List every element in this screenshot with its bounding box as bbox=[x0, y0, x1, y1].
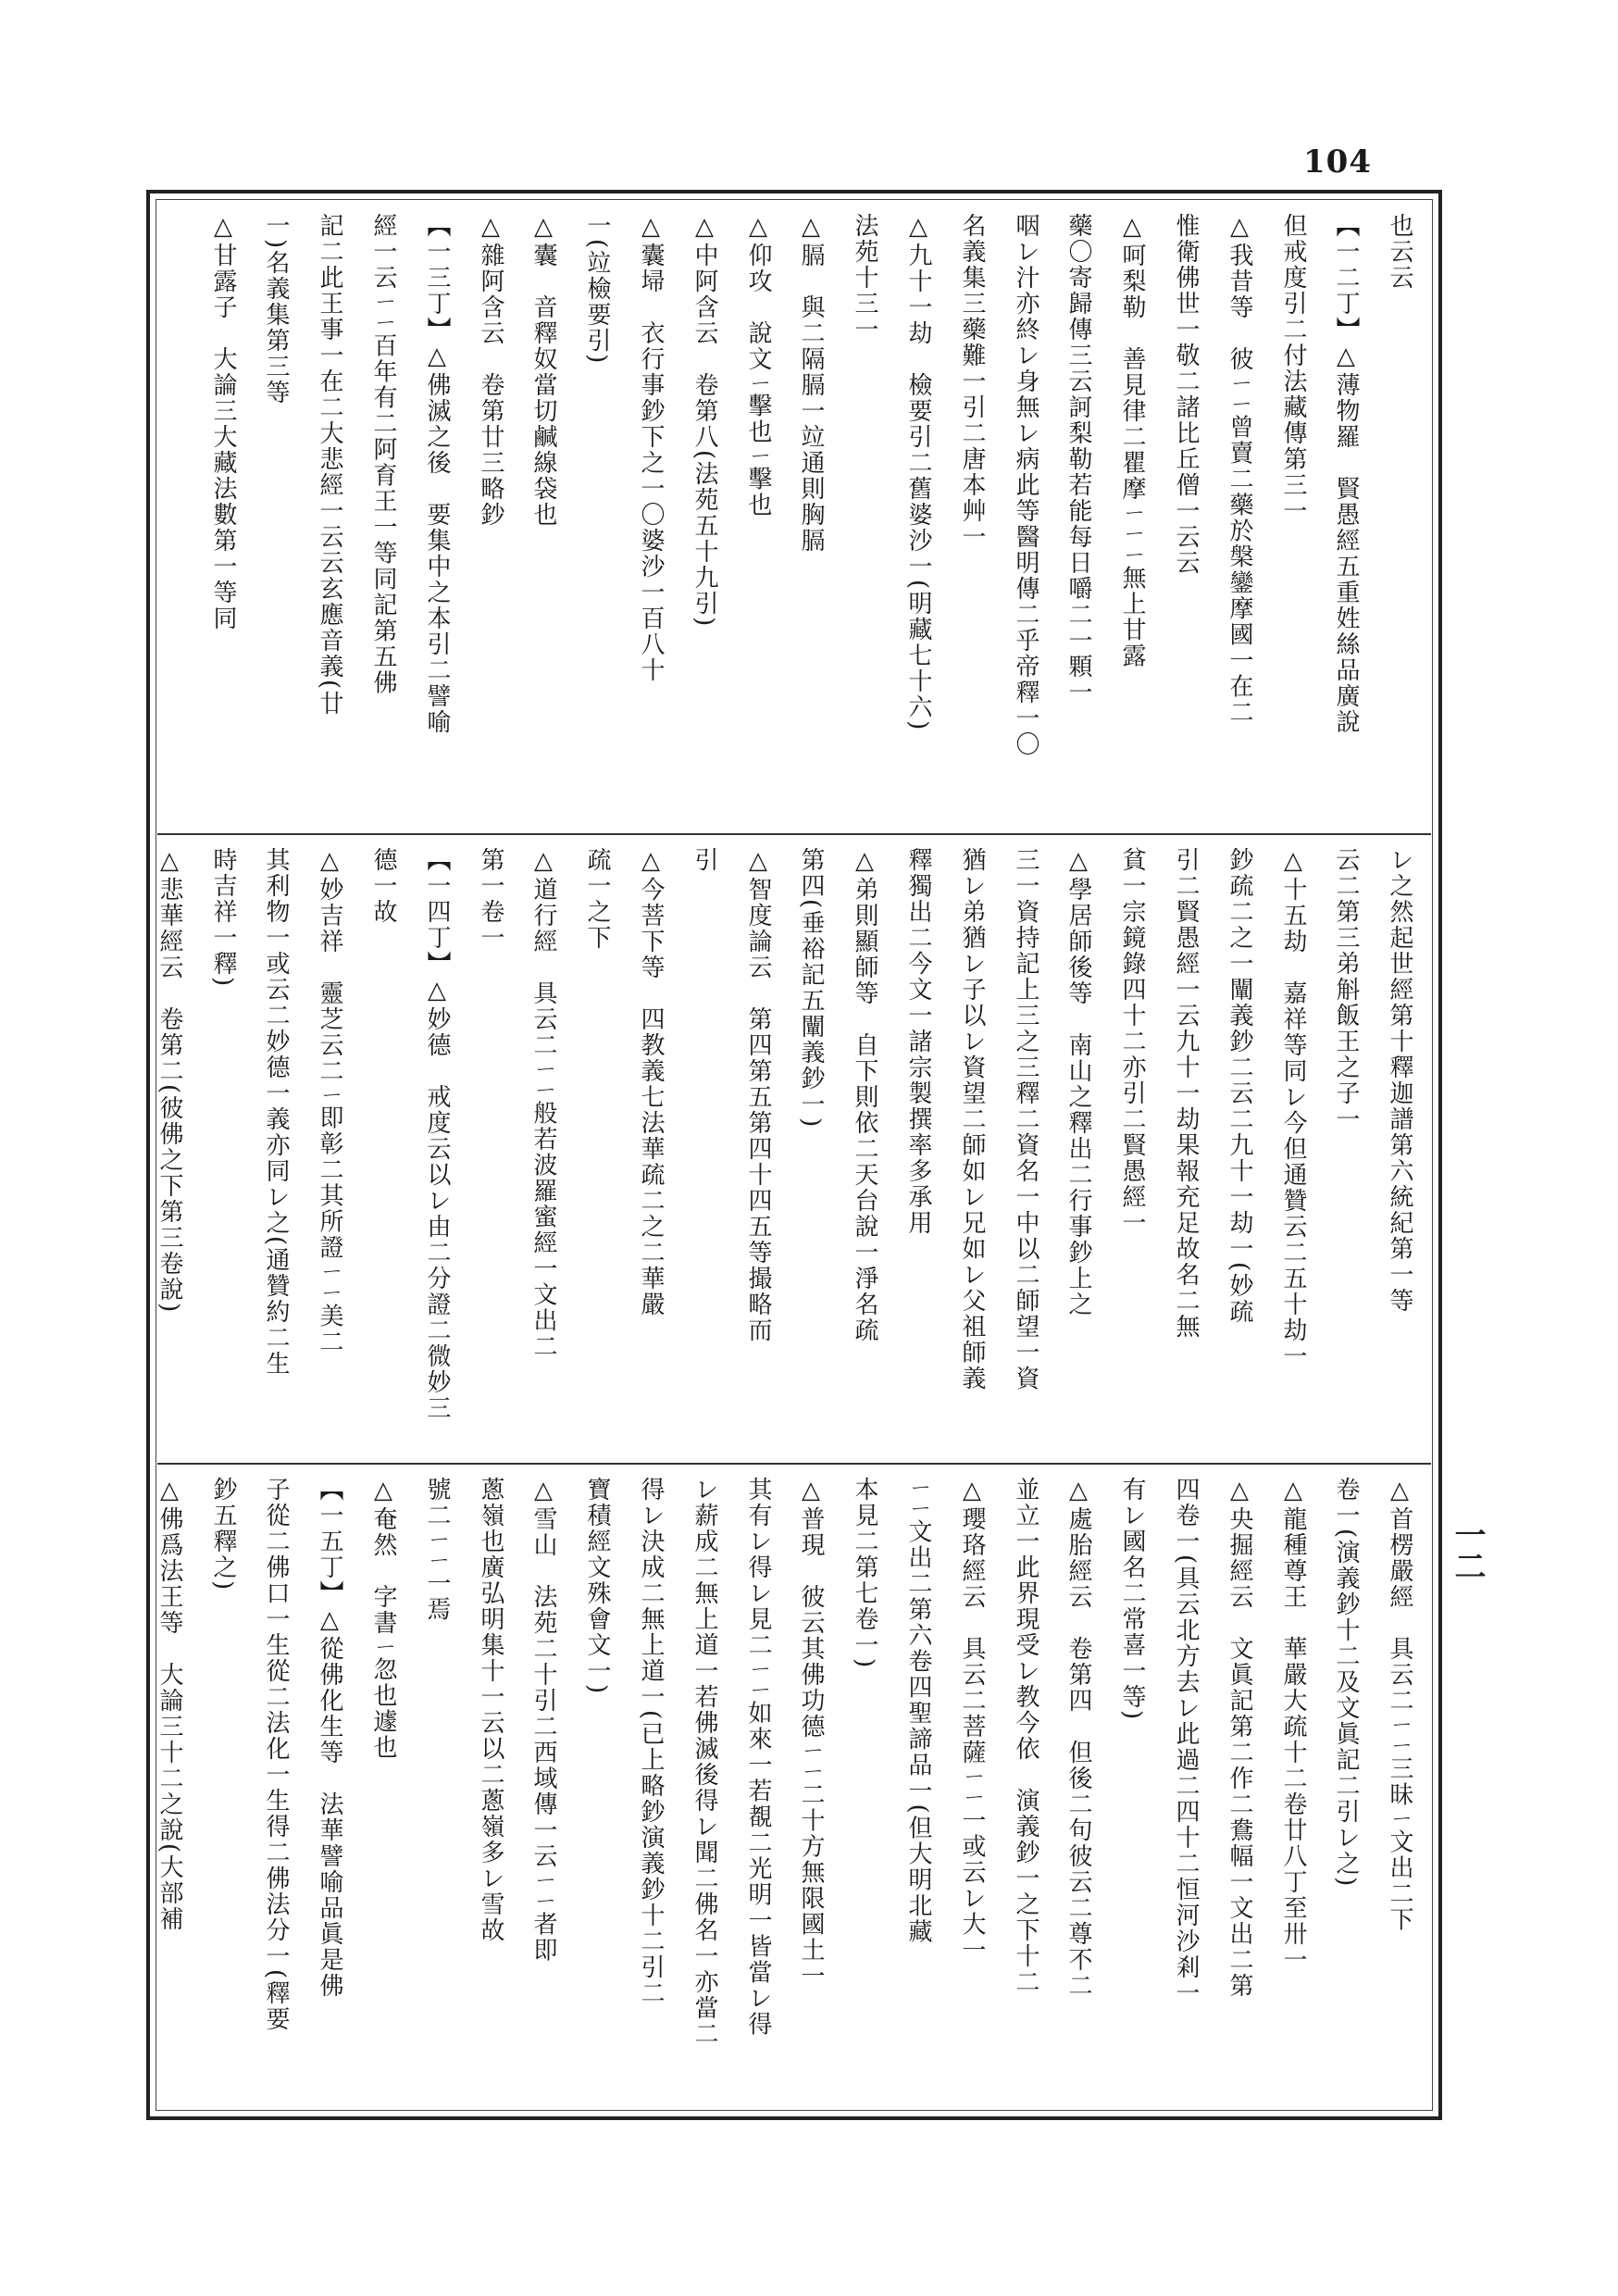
text-column: 子從二佛口一生從二法化一生得二佛法分一(釋要 bbox=[262, 1477, 290, 2033]
text-section-upper bbox=[162, 213, 1430, 829]
text-column: 也云云 bbox=[1386, 213, 1413, 291]
text-column: 法苑十三一 bbox=[851, 213, 878, 343]
text-column: 經一云ㄧㄧ百年有二阿育王一等同記第五佛 bbox=[369, 213, 397, 696]
text-column: 【一三丁】△佛滅之後 要集中之本引二譬喻 bbox=[423, 213, 451, 735]
text-column: △中阿含云 卷第八(法苑五十九引) bbox=[691, 213, 718, 629]
text-column: 【一二丁】△薄物羅 賢愚經五重姓絲品廣說 bbox=[1332, 213, 1360, 735]
text-column: △囊埽 衣行事鈔下之一〇婆沙一百八十 bbox=[637, 213, 665, 683]
text-column: △膈 與二隔膈一竝通則胸膈 bbox=[797, 213, 825, 554]
text-column: 惟衛佛世一敬二諸比丘僧一云云 bbox=[1172, 213, 1200, 576]
text-column: △雪山 法苑二十引二西域傳一云ㄧㄧ者即 bbox=[529, 1477, 557, 1964]
text-column: 時吉祥一釋) bbox=[209, 847, 237, 989]
text-column: 名義集三藥難一引二唐本艸一 bbox=[958, 213, 986, 550]
text-column: 其利物一或云二妙德一義亦同レ之(通贊約二生 bbox=[262, 847, 290, 1378]
text-column: △道行經 具云二ㄧㄧ般若波羅蜜經一文出二 bbox=[529, 847, 557, 1360]
text-column: △雜阿含云 卷第廿三略鈔 bbox=[477, 213, 504, 528]
text-column: 咽レ汁亦終レ身無レ病此等醫明傳二乎帝釋一〇 bbox=[1012, 213, 1039, 757]
text-column: レ薪成二無上道一若佛滅後得レ聞二佛名一亦當二 bbox=[691, 1477, 718, 2047]
text-column: 得レ決成二無上道一(已上略鈔演義鈔十二引二 bbox=[637, 1477, 665, 2007]
text-column: △囊 音釋奴當切鹹線袋也 bbox=[529, 213, 557, 528]
text-column: △央掘經云 文眞記第二作二鴦幅一文出二第 bbox=[1226, 1477, 1253, 1999]
text-column: 鈔疏二之一闡義鈔二云二九十一劫一(妙疏 bbox=[1226, 847, 1253, 1326]
text-column: △我昔等 彼ㄧㄧ曾賣二藥於槃鑾摩國一在二 bbox=[1226, 213, 1253, 726]
text-column: 但戒度引二付法藏傳第三一 bbox=[1279, 213, 1307, 524]
text-column: 卷一(演義鈔十二及文眞記二引レ之) bbox=[1332, 1477, 1360, 1889]
text-section-middle bbox=[156, 847, 1430, 1458]
text-column: 【一五丁】△從佛化生等 法華譬喻品眞是佛 bbox=[316, 1477, 343, 1999]
text-column: 藥〇寄歸傳三云訶梨勒若能每日嚼二一顆一 bbox=[1064, 213, 1092, 705]
text-column: △九十一劫 檢要引二舊婆沙一(明藏七十六) bbox=[904, 213, 932, 732]
text-column: 引 bbox=[691, 847, 718, 873]
text-column: 【一四丁】△妙德 戒度云以レ由二分證二微妙三 bbox=[423, 847, 451, 1421]
text-column: △奄然 字書ㄧ忽也遽也 bbox=[369, 1477, 397, 1761]
text-column: △學居師後等 南山之釋出二行事鈔上之 bbox=[1064, 847, 1092, 1317]
text-column: 第一卷一 bbox=[477, 847, 504, 951]
text-column: 鈔五釋之) bbox=[209, 1477, 237, 1592]
text-column: △仰攻 說文ㄧ擊也ㄧ擊也 bbox=[744, 213, 772, 518]
text-column: 第四(垂裕記五闡義鈔一) bbox=[797, 847, 825, 1129]
section-divider bbox=[157, 833, 1431, 835]
text-column: △處胎經云 卷第四 但後二句彼云二尊不二 bbox=[1064, 1477, 1092, 1999]
text-column: 德一故 bbox=[369, 847, 397, 925]
text-section-lower bbox=[156, 1477, 1430, 2102]
text-column: △呵梨勒 善見律二瞿摩ㄧㄧㄧ無上甘露 bbox=[1118, 213, 1146, 669]
text-column: △弟則顯師等 自下則依二天台說一淨名疏 bbox=[851, 847, 878, 1343]
text-column: △悲華經云 卷第二(彼佛之下第三卷說) bbox=[156, 847, 183, 1315]
text-column: 並立一此界現受レ教今依 演義鈔一之下十二 bbox=[1012, 1477, 1039, 1995]
text-column: △普現 彼云其佛功德ㄧㄧ二十方無限國土一 bbox=[797, 1477, 825, 1990]
text-column: 三一資持記上三之三釋二資名一中以二師望一資 bbox=[1012, 847, 1039, 1391]
text-column: 本見二第七卷一) bbox=[851, 1477, 878, 1670]
text-column: 有レ國名二常喜一等) bbox=[1118, 1477, 1146, 1722]
folio-number: 一二 bbox=[1449, 1518, 1486, 1581]
text-column: 號二ㄧㄧ一焉 bbox=[423, 1477, 451, 1623]
text-column: 猶レ弟猶レ子以レ資望二師如レ兄如レ父祖師義 bbox=[958, 847, 986, 1391]
text-column: △佛爲法王等 大論三十二之說(大部補 bbox=[156, 1477, 183, 1933]
text-column: △妙吉祥 靈芝云二ㄧ即彰二其所證ㄧㄧ美二 bbox=[316, 847, 343, 1355]
text-column: 一)名義集第三等 bbox=[262, 213, 290, 406]
text-column: △龍種尊王 華嚴大疏十二卷廿八丁至卅一 bbox=[1279, 1477, 1307, 1973]
text-column: △首楞嚴經 具云二ㄧㄧ三昧ㄧ文出二下 bbox=[1386, 1477, 1413, 1933]
text-column: 疏一之下 bbox=[583, 847, 611, 951]
text-column: △甘露子 大論三大藏法數第一等同 bbox=[209, 213, 237, 631]
section-divider bbox=[157, 1463, 1431, 1465]
text-column: △智度論云 第四第五第四十四五等撮略而 bbox=[744, 847, 772, 1343]
text-column: ㄧㄧ文出二第六卷四聖諦品一(但大明北藏 bbox=[904, 1477, 932, 1945]
page-number: 104 bbox=[1303, 144, 1372, 181]
text-column: △今菩下等 四教義七法華疏二之二華嚴 bbox=[637, 847, 665, 1317]
text-column: 寶積經文殊會文一) bbox=[583, 1477, 611, 1696]
text-column: △瓔珞經云 具云二菩薩ㄧㄧ一或云レ大一 bbox=[958, 1477, 986, 1964]
text-column: 其有レ得レ見二ㄧㄧ如來一若覩二光明一皆當レ得 bbox=[744, 1477, 772, 2038]
text-column: 蔥嶺也廣弘明集十一云以二蔥嶺多レ雪故 bbox=[477, 1477, 504, 1943]
text-column: 記二此王事一在二大悲經一云云玄應音義(廿 bbox=[316, 213, 343, 718]
text-column: 云二第三弟斛飯王之子一 bbox=[1332, 847, 1360, 1132]
text-column: 釋獨出二今文一諸宗製撰率多承用 bbox=[904, 847, 932, 1236]
text-column: 一(竝檢要引) bbox=[583, 213, 611, 366]
text-column: △十五劫 嘉祥等同レ今但通贊云二五十劫一 bbox=[1279, 847, 1307, 1369]
text-column: 引二賢愚經一云九十一劫果報充足故名二無 bbox=[1172, 847, 1200, 1340]
text-column: 貧一宗鏡錄四十二亦引二賢愚經一 bbox=[1118, 847, 1146, 1236]
text-column: 四卷一(具云北方去レ此過二四十二恒河沙剎一 bbox=[1172, 1477, 1200, 2007]
text-column: レ之然起世經第十釋迦譜第六統紀第一等 bbox=[1386, 847, 1413, 1314]
